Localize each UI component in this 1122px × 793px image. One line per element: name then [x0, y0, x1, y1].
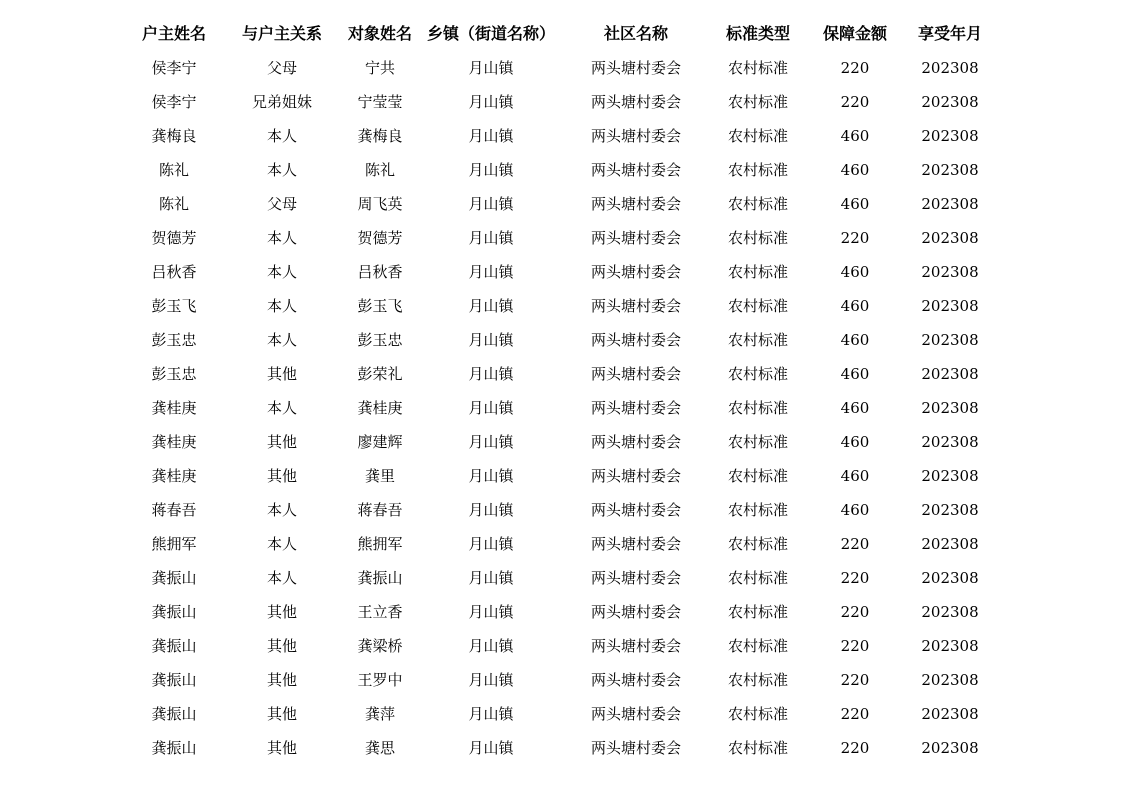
cell-amount: 460	[840, 195, 870, 213]
cell-township: 月山镇	[468, 705, 514, 723]
cell-relationship: 父母	[266, 195, 297, 213]
table-row	[0, 323, 1122, 357]
cell-standard-type: 农村标准	[727, 501, 788, 519]
cell-community: 两头塘村委会	[590, 59, 681, 77]
header-community: 社区名称	[603, 24, 668, 43]
cell-amount: 220	[840, 93, 870, 111]
cell-community: 两头塘村委会	[590, 569, 681, 587]
cell-community: 两头塘村委会	[590, 603, 681, 621]
table-row	[0, 459, 1122, 493]
cell-relationship: 其他	[266, 365, 297, 383]
cell-standard-type: 农村标准	[727, 195, 788, 213]
cell-recipient-name: 吕秋香	[357, 263, 403, 281]
cell-relationship: 本人	[266, 501, 297, 519]
cell-township: 月山镇	[468, 161, 514, 179]
table-row	[0, 629, 1122, 663]
cell-standard-type: 农村标准	[727, 93, 788, 111]
cell-recipient-name: 宁莹莹	[357, 93, 403, 111]
cell-township: 月山镇	[468, 59, 514, 77]
cell-month: 202308	[921, 399, 979, 417]
header-amount: 保障金额	[822, 24, 887, 43]
cell-amount: 460	[840, 127, 870, 145]
cell-relationship: 本人	[266, 297, 297, 315]
cell-standard-type: 农村标准	[727, 535, 788, 553]
cell-standard-type: 农村标准	[727, 433, 788, 451]
table-row	[0, 425, 1122, 459]
cell-month: 202308	[921, 365, 979, 383]
cell-amount: 460	[840, 467, 870, 485]
cell-month: 202308	[921, 569, 979, 587]
cell-household-head: 龚振山	[151, 603, 197, 621]
cell-community: 两头塘村委会	[590, 433, 681, 451]
cell-township: 月山镇	[468, 569, 514, 587]
cell-relationship: 其他	[266, 705, 297, 723]
table-row	[0, 731, 1122, 765]
cell-month: 202308	[921, 93, 979, 111]
cell-township: 月山镇	[468, 501, 514, 519]
cell-household-head: 龚振山	[151, 637, 197, 655]
cell-household-head: 陈礼	[158, 161, 189, 179]
table-row	[0, 289, 1122, 323]
cell-month: 202308	[921, 433, 979, 451]
cell-household-head: 龚桂庚	[151, 399, 197, 417]
cell-community: 两头塘村委会	[590, 297, 681, 315]
cell-township: 月山镇	[468, 467, 514, 485]
header-relationship: 与户主关系	[241, 24, 322, 43]
cell-amount: 460	[840, 263, 870, 281]
cell-standard-type: 农村标准	[727, 331, 788, 349]
cell-community: 两头塘村委会	[590, 263, 681, 281]
cell-township: 月山镇	[468, 127, 514, 145]
cell-month: 202308	[921, 59, 979, 77]
cell-amount: 460	[840, 331, 870, 349]
cell-relationship: 本人	[266, 535, 297, 553]
cell-household-head: 彭玉飞	[151, 297, 197, 315]
cell-relationship: 其他	[266, 467, 297, 485]
cell-standard-type: 农村标准	[727, 705, 788, 723]
cell-relationship: 其他	[266, 739, 297, 757]
table-row	[0, 255, 1122, 289]
cell-month: 202308	[921, 637, 979, 655]
cell-amount: 220	[840, 603, 870, 621]
cell-month: 202308	[921, 603, 979, 621]
cell-community: 两头塘村委会	[590, 535, 681, 553]
cell-community: 两头塘村委会	[590, 637, 681, 655]
cell-household-head: 龚振山	[151, 671, 197, 689]
cell-standard-type: 农村标准	[727, 399, 788, 417]
cell-amount: 220	[840, 637, 870, 655]
cell-household-head: 侯李宁	[151, 59, 197, 77]
cell-relationship: 本人	[266, 399, 297, 417]
cell-township: 月山镇	[468, 637, 514, 655]
cell-township: 月山镇	[468, 739, 514, 757]
cell-amount: 460	[840, 365, 870, 383]
cell-amount: 220	[840, 739, 870, 757]
cell-month: 202308	[921, 705, 979, 723]
cell-standard-type: 农村标准	[727, 569, 788, 587]
cell-recipient-name: 周飞英	[357, 195, 403, 213]
cell-community: 两头塘村委会	[590, 331, 681, 349]
cell-community: 两头塘村委会	[590, 501, 681, 519]
cell-relationship: 本人	[266, 229, 297, 247]
cell-standard-type: 农村标准	[727, 59, 788, 77]
cell-household-head: 熊拥军	[151, 535, 197, 553]
table-row	[0, 119, 1122, 153]
cell-township: 月山镇	[468, 263, 514, 281]
cell-standard-type: 农村标准	[727, 229, 788, 247]
cell-household-head: 彭玉忠	[151, 365, 197, 383]
cell-household-head: 龚振山	[151, 569, 197, 587]
cell-recipient-name: 廖建辉	[357, 433, 403, 451]
cell-relationship: 本人	[266, 263, 297, 281]
cell-standard-type: 农村标准	[727, 637, 788, 655]
cell-township: 月山镇	[468, 229, 514, 247]
cell-amount: 460	[840, 161, 870, 179]
cell-community: 两头塘村委会	[590, 705, 681, 723]
cell-standard-type: 农村标准	[727, 365, 788, 383]
cell-amount: 460	[840, 433, 870, 451]
cell-township: 月山镇	[468, 297, 514, 315]
table-row	[0, 187, 1122, 221]
cell-standard-type: 农村标准	[727, 297, 788, 315]
cell-relationship: 其他	[266, 433, 297, 451]
cell-household-head: 龚振山	[151, 705, 197, 723]
cell-township: 月山镇	[468, 399, 514, 417]
table-row	[0, 51, 1122, 85]
cell-community: 两头塘村委会	[590, 195, 681, 213]
cell-relationship: 其他	[266, 671, 297, 689]
cell-standard-type: 农村标准	[727, 603, 788, 621]
cell-recipient-name: 龚振山	[357, 569, 403, 587]
cell-month: 202308	[921, 127, 979, 145]
cell-amount: 220	[840, 535, 870, 553]
cell-township: 月山镇	[468, 433, 514, 451]
cell-household-head: 龚桂庚	[151, 433, 197, 451]
cell-standard-type: 农村标准	[727, 161, 788, 179]
table-row	[0, 221, 1122, 255]
cell-household-head: 侯李宁	[151, 93, 197, 111]
table-row	[0, 391, 1122, 425]
cell-standard-type: 农村标准	[727, 671, 788, 689]
cell-township: 月山镇	[468, 195, 514, 213]
cell-standard-type: 农村标准	[727, 263, 788, 281]
cell-recipient-name: 贺德芳	[357, 229, 403, 247]
cell-relationship: 本人	[266, 161, 297, 179]
cell-recipient-name: 陈礼	[364, 161, 395, 179]
cell-relationship: 本人	[266, 569, 297, 587]
cell-amount: 460	[840, 501, 870, 519]
cell-standard-type: 农村标准	[727, 739, 788, 757]
cell-community: 两头塘村委会	[590, 399, 681, 417]
cell-recipient-name: 龚梅良	[357, 127, 403, 145]
cell-amount: 220	[840, 229, 870, 247]
cell-township: 月山镇	[468, 603, 514, 621]
cell-relationship: 本人	[266, 127, 297, 145]
cell-household-head: 龚振山	[151, 739, 197, 757]
cell-recipient-name: 蒋春吾	[357, 501, 403, 519]
cell-relationship: 父母	[266, 59, 297, 77]
cell-amount: 220	[840, 59, 870, 77]
cell-month: 202308	[921, 671, 979, 689]
cell-recipient-name: 彭玉忠	[357, 331, 403, 349]
cell-recipient-name: 龚桂庚	[357, 399, 403, 417]
cell-month: 202308	[921, 263, 979, 281]
cell-month: 202308	[921, 535, 979, 553]
cell-relationship: 本人	[266, 331, 297, 349]
cell-household-head: 贺德芳	[151, 229, 197, 247]
cell-recipient-name: 熊拥军	[357, 535, 403, 553]
cell-township: 月山镇	[468, 535, 514, 553]
header-recipient-name: 对象姓名	[347, 24, 412, 43]
cell-household-head: 陈礼	[158, 195, 189, 213]
cell-recipient-name: 宁共	[364, 59, 395, 77]
cell-standard-type: 农村标准	[727, 467, 788, 485]
cell-community: 两头塘村委会	[590, 467, 681, 485]
cell-recipient-name: 王立香	[357, 603, 403, 621]
table-row	[0, 663, 1122, 697]
cell-household-head: 龚梅良	[151, 127, 197, 145]
cell-relationship: 其他	[266, 637, 297, 655]
cell-recipient-name: 彭玉飞	[357, 297, 403, 315]
cell-amount: 460	[840, 399, 870, 417]
cell-community: 两头塘村委会	[590, 161, 681, 179]
cell-month: 202308	[921, 229, 979, 247]
cell-recipient-name: 龚梁桥	[357, 637, 403, 655]
cell-community: 两头塘村委会	[590, 671, 681, 689]
header-standard-type: 标准类型	[725, 24, 790, 43]
cell-recipient-name: 龚萍	[364, 705, 395, 723]
cell-household-head: 蒋春吾	[151, 501, 197, 519]
cell-township: 月山镇	[468, 365, 514, 383]
cell-community: 两头塘村委会	[590, 229, 681, 247]
table-row	[0, 493, 1122, 527]
cell-recipient-name: 彭荣礼	[357, 365, 403, 383]
cell-community: 两头塘村委会	[590, 365, 681, 383]
cell-amount: 220	[840, 705, 870, 723]
cell-household-head: 龚桂庚	[151, 467, 197, 485]
cell-community: 两头塘村委会	[590, 93, 681, 111]
cell-amount: 220	[840, 569, 870, 587]
cell-amount: 460	[840, 297, 870, 315]
table-row	[0, 357, 1122, 391]
cell-relationship: 兄弟姐妹	[251, 93, 312, 111]
header-month: 享受年月	[917, 24, 982, 43]
cell-household-head: 彭玉忠	[151, 331, 197, 349]
cell-month: 202308	[921, 467, 979, 485]
table-row	[0, 527, 1122, 561]
cell-recipient-name: 龚里	[364, 467, 395, 485]
cell-community: 两头塘村委会	[590, 127, 681, 145]
cell-month: 202308	[921, 739, 979, 757]
cell-month: 202308	[921, 331, 979, 349]
table-row	[0, 697, 1122, 731]
table-row	[0, 153, 1122, 187]
cell-month: 202308	[921, 161, 979, 179]
header-household-head: 户主姓名	[141, 24, 206, 43]
cell-relationship: 其他	[266, 603, 297, 621]
table-row	[0, 561, 1122, 595]
cell-month: 202308	[921, 195, 979, 213]
cell-recipient-name: 龚思	[364, 739, 395, 757]
cell-amount: 220	[840, 671, 870, 689]
table-header-row	[0, 17, 1122, 51]
cell-township: 月山镇	[468, 93, 514, 111]
cell-standard-type: 农村标准	[727, 127, 788, 145]
cell-township: 月山镇	[468, 671, 514, 689]
cell-month: 202308	[921, 501, 979, 519]
cell-recipient-name: 王罗中	[357, 671, 403, 689]
cell-month: 202308	[921, 297, 979, 315]
cell-household-head: 吕秋香	[151, 263, 197, 281]
table-row	[0, 595, 1122, 629]
header-township: 乡镇（街道名称）	[426, 24, 555, 43]
table-row	[0, 85, 1122, 119]
cell-township: 月山镇	[468, 331, 514, 349]
cell-community: 两头塘村委会	[590, 739, 681, 757]
